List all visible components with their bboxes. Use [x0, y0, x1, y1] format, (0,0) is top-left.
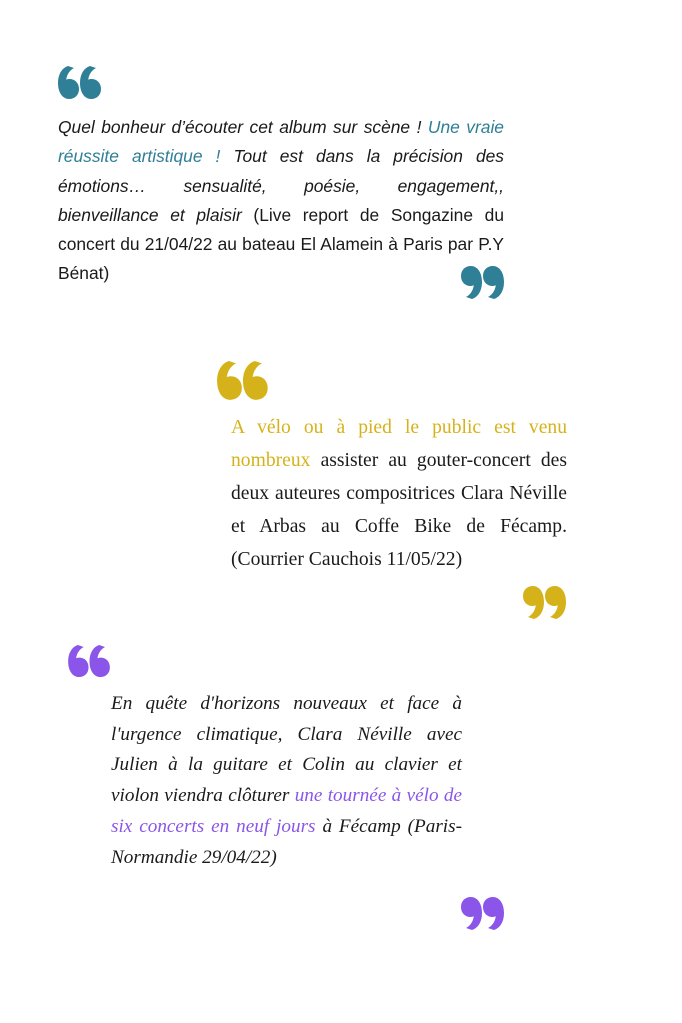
quote-2-text: assister au gouter-concert des deux auteures compositrices Clara Néville et Arbas au Coffe Bike de Fécamp. — [231, 450, 567, 537]
quote-2 — [231, 411, 567, 576]
open-quote-icon — [68, 645, 111, 678]
quote-1-source: (Live report de Songazine du concert du 21/04/22 au bateau El Alamein à Paris par P.Y Bénat) — [58, 204, 504, 284]
quote-1-text-continued: Tout est dans la précision des émotions… sensualité, poésie, engagement,, bienveillance et plaisir — [58, 146, 504, 225]
quote-3 — [111, 689, 462, 873]
open-quote-icon — [217, 361, 269, 401]
quote-2-source: (Courrier Cauchois 11/05/22) — [231, 549, 463, 570]
close-quote-icon — [461, 897, 505, 931]
quote-1 — [58, 113, 504, 289]
quote-3-text: En quête d'horizons nouveaux et face à l'urgence climatique, Clara Néville avec Julien à la guitare et Colin au clavier et violon viendra clôturer — [111, 693, 462, 807]
quote-2-highlight: A vélo ou à pied le public est venu nombreux — [231, 417, 567, 471]
quote-3-source: (Paris-Normandie 29/04/22) — [111, 815, 462, 868]
close-quote-icon — [461, 266, 505, 300]
quote-1-text: Quel bonheur d’écouter cet album sur scène ! — [58, 117, 422, 137]
close-quote-icon — [523, 586, 567, 620]
quote-3-highlight: une tournée à vélo de six concerts en neuf jours — [111, 785, 462, 837]
open-quote-icon — [58, 66, 102, 100]
quote-1-highlight: Une vraie réussite artistique ! — [58, 117, 504, 167]
quote-3-text-continued: à Fécamp — [322, 815, 401, 837]
